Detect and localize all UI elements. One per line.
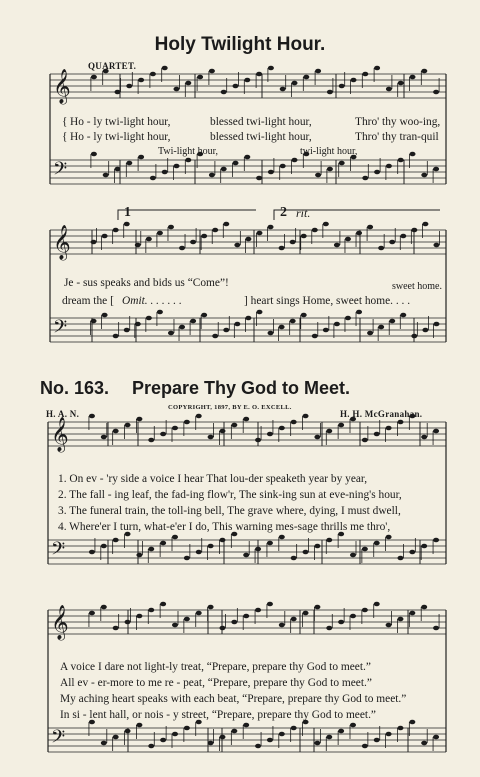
note-head <box>113 429 119 434</box>
note-head <box>290 240 296 245</box>
note-head <box>315 173 321 178</box>
note-head <box>102 313 108 318</box>
lyric-line: { <box>62 131 68 143</box>
refrain-line: A voice I dare not light-ly treat, “Prepare, prepare thy God to meet.” <box>60 661 371 673</box>
note-head <box>411 228 417 233</box>
note-head <box>138 78 144 83</box>
note-head <box>89 611 95 616</box>
note-head <box>101 605 107 610</box>
hymn-title: Holy Twilight Hour. <box>154 34 326 55</box>
note-head <box>267 541 273 546</box>
note-head <box>160 432 166 437</box>
note-head <box>362 176 368 181</box>
verse-line: 3. The funeral train, the toll-ing bell, The grave where, dying, I must dwell, <box>58 505 401 517</box>
note-head <box>174 164 180 169</box>
treble-clef-icon: 𝄞 <box>51 417 69 452</box>
note-head <box>168 331 174 336</box>
treble-clef-icon: 𝄞 <box>51 605 69 640</box>
ending-marker: 2 <box>280 205 287 220</box>
note-head <box>422 328 428 333</box>
note-head <box>136 417 142 422</box>
bass-clef-icon: 𝄢 <box>53 317 68 342</box>
note-head <box>314 605 320 610</box>
note-head <box>367 225 373 230</box>
note-head <box>312 334 318 339</box>
note-head <box>256 176 262 181</box>
note-head <box>255 744 261 749</box>
note-head <box>172 623 178 628</box>
note-head <box>209 69 215 74</box>
note-head <box>135 243 141 248</box>
note-head <box>338 729 344 734</box>
bass-clef-icon: 𝄢 <box>53 159 68 184</box>
note-head <box>351 78 357 83</box>
note-head <box>124 222 130 227</box>
note-head <box>223 328 229 333</box>
note-head <box>410 152 416 157</box>
note-head <box>255 438 261 443</box>
note-head <box>374 541 380 546</box>
note-head <box>160 602 166 607</box>
note-head <box>115 167 121 172</box>
note-head <box>279 535 285 540</box>
note-head <box>323 328 329 333</box>
note-head <box>267 432 273 437</box>
note-head <box>338 423 344 428</box>
verse-line: 2. The fall - ing leaf, the fad-ing flow'r, The sink-ing sun at eve-ning's hour, <box>58 489 402 501</box>
note-head <box>362 438 368 443</box>
note-head <box>208 544 214 549</box>
note-head <box>115 90 121 95</box>
note-head <box>113 626 119 631</box>
note-head <box>212 334 218 339</box>
note-head <box>243 723 249 728</box>
note-head <box>268 66 274 71</box>
note-head <box>148 547 154 552</box>
note-head <box>223 222 229 227</box>
note-head <box>421 173 427 178</box>
ending-bracket <box>118 210 256 220</box>
lyric-line: dream the [ <box>62 295 114 307</box>
note-head <box>374 738 380 743</box>
note-head <box>233 84 239 89</box>
note-head <box>208 741 214 746</box>
note-head <box>291 556 297 561</box>
note-head <box>326 429 332 434</box>
note-head <box>125 729 131 734</box>
note-head <box>292 158 298 163</box>
part-label: QUARTET. <box>88 61 137 71</box>
note-head <box>421 435 427 440</box>
note-head <box>433 167 439 172</box>
echo-lyric: sweet home. <box>392 281 442 292</box>
note-head <box>234 243 240 248</box>
note-head <box>334 322 340 327</box>
echo-lyric: twi-light hour, <box>300 146 358 157</box>
note-head <box>219 538 225 543</box>
note-head <box>190 319 196 324</box>
note-head <box>221 90 227 95</box>
note-head <box>113 334 119 339</box>
note-head <box>303 550 309 555</box>
note-head <box>174 87 180 92</box>
note-head <box>345 237 351 242</box>
note-head <box>279 426 285 431</box>
verse-line: 1. On ev - 'ry side a voice I hear That lou-der speaketh year by year, <box>58 473 368 485</box>
note-head <box>89 550 95 555</box>
note-head <box>172 535 178 540</box>
treble-clef-icon: 𝄞 <box>53 69 71 104</box>
note-head <box>433 243 439 248</box>
note-head <box>136 723 142 728</box>
note-head <box>280 87 286 92</box>
note-head <box>327 90 333 95</box>
note-head <box>290 319 296 324</box>
note-head <box>268 331 274 336</box>
ending-marker: 1 <box>124 205 131 220</box>
note-head <box>101 544 107 549</box>
note-head <box>243 614 249 619</box>
note-head <box>301 313 307 318</box>
note-head <box>243 417 249 422</box>
note-head <box>196 550 202 555</box>
note-head <box>168 225 174 230</box>
note-head <box>362 547 368 552</box>
note-head <box>279 623 285 628</box>
note-head <box>362 744 368 749</box>
note-head <box>135 322 141 327</box>
verse-line: 4. Where'er I turn, what-e'er I do, This warning mes-sage thrills me thro', <box>58 521 391 533</box>
note-head <box>231 423 237 428</box>
note-head <box>126 161 132 166</box>
note-head <box>243 553 249 558</box>
note-head <box>292 81 298 86</box>
note-head <box>312 228 318 233</box>
note-head <box>279 246 285 251</box>
note-head <box>303 611 309 616</box>
lyric-line: ] heart sings Home, sweet home. . . . <box>244 295 411 307</box>
lyric-line: blessed twi-light hour, <box>210 116 312 128</box>
note-head <box>113 228 119 233</box>
note-head <box>291 420 297 425</box>
note-head <box>350 614 356 619</box>
note-head <box>157 231 163 236</box>
note-head <box>184 420 190 425</box>
note-head <box>233 161 239 166</box>
note-head <box>160 541 166 546</box>
author-right: H. H. McGranahan. <box>340 409 423 419</box>
note-head <box>314 741 320 746</box>
note-head <box>256 310 262 315</box>
note-head <box>400 313 406 318</box>
omit-marking: Omit. . . . . . . <box>122 295 182 307</box>
note-head <box>146 316 152 321</box>
note-head <box>327 167 333 172</box>
note-head <box>162 170 168 175</box>
note-head <box>367 331 373 336</box>
note-head <box>421 544 427 549</box>
note-head <box>150 72 156 77</box>
note-head <box>172 426 178 431</box>
note-head <box>231 729 237 734</box>
note-head <box>350 553 356 558</box>
note-head <box>190 240 196 245</box>
lyric-line: Ho - ly twi-light hour, <box>70 131 171 143</box>
note-head <box>326 538 332 543</box>
note-head <box>397 420 403 425</box>
note-head <box>219 735 225 740</box>
note-head <box>334 243 340 248</box>
note-head <box>208 435 214 440</box>
note-head <box>362 608 368 613</box>
note-head <box>433 626 439 631</box>
note-head <box>160 738 166 743</box>
note-head <box>196 611 202 616</box>
note-head <box>279 325 285 330</box>
note-head <box>422 222 428 227</box>
note-head <box>244 78 250 83</box>
hymn-number: No. 163. <box>40 378 110 398</box>
note-head <box>339 84 345 89</box>
note-head <box>125 620 131 625</box>
note-head <box>386 426 392 431</box>
note-head <box>303 75 309 80</box>
note-head <box>136 614 142 619</box>
note-head <box>268 170 274 175</box>
note-head <box>326 626 332 631</box>
note-head <box>201 234 207 239</box>
note-head <box>421 69 427 74</box>
lyric-line: Thro' thy tran-quil <box>355 131 439 143</box>
refrain-line: In si - lent hall, or nois - y street, “Prepare, prepare thy God to meet.” <box>60 709 376 721</box>
note-head <box>196 414 202 419</box>
note-head <box>245 237 251 242</box>
note-head <box>433 90 439 95</box>
note-head <box>433 538 439 543</box>
note-head <box>212 228 218 233</box>
note-head <box>150 176 156 181</box>
note-head <box>345 316 351 321</box>
note-head <box>386 623 392 628</box>
note-head <box>103 173 109 178</box>
note-head <box>125 423 131 428</box>
refrain-line: My aching heart speaks with each beat, “Prepare, prepare thy God to meet.” <box>60 693 407 705</box>
note-head <box>231 620 237 625</box>
copyright: COPYRIGHT, 1897, BY E. O. EXCELL. <box>168 404 292 411</box>
note-head <box>172 732 178 737</box>
note-head <box>386 164 392 169</box>
note-head <box>338 620 344 625</box>
note-head <box>389 319 395 324</box>
note-head <box>91 240 97 245</box>
treble-clef-icon: 𝄞 <box>53 225 71 260</box>
note-head <box>374 170 380 175</box>
note-head <box>179 325 185 330</box>
refrain-line: All ev - er-more to me re - peat, “Prepare, prepare thy God to meet.” <box>60 677 372 689</box>
note-head <box>411 334 417 339</box>
note-head <box>197 75 203 80</box>
note-head <box>280 164 286 169</box>
lyric-line: { <box>62 116 68 128</box>
note-head <box>268 225 274 230</box>
note-head <box>89 414 95 419</box>
note-head <box>201 313 207 318</box>
note-head <box>362 72 368 77</box>
note-head <box>397 726 403 731</box>
note-head <box>209 173 215 178</box>
lyric-line: Je - sus speaks and bids us “Come”! <box>64 277 229 289</box>
note-head <box>124 328 130 333</box>
bass-clef-icon: 𝄢 <box>51 727 66 752</box>
note-head <box>397 556 403 561</box>
note-head <box>356 310 362 315</box>
note-head <box>256 72 262 77</box>
note-head <box>315 69 321 74</box>
note-head <box>386 535 392 540</box>
note-head <box>113 735 119 740</box>
lyric-line: Thro' thy woo-ing, <box>355 116 441 128</box>
note-head <box>374 66 380 71</box>
note-head <box>267 738 273 743</box>
note-head <box>244 155 250 160</box>
note-head <box>389 240 395 245</box>
note-head <box>409 611 415 616</box>
note-head <box>374 602 380 607</box>
note-head <box>184 726 190 731</box>
note-head <box>102 234 108 239</box>
note-head <box>234 322 240 327</box>
note-head <box>279 732 285 737</box>
note-head <box>409 550 415 555</box>
note-head <box>386 732 392 737</box>
note-head <box>397 617 403 622</box>
note-head <box>303 414 309 419</box>
note-head <box>219 429 225 434</box>
note-head <box>323 222 329 227</box>
note-head <box>219 626 225 631</box>
note-head <box>146 237 152 242</box>
note-head <box>378 325 384 330</box>
author-left: H. A. N. <box>46 409 80 419</box>
note-head <box>291 726 297 731</box>
note-head <box>267 602 273 607</box>
note-head <box>185 81 191 86</box>
note-head <box>398 158 404 163</box>
note-head <box>184 556 190 561</box>
note-head <box>101 741 107 746</box>
note-head <box>208 605 214 610</box>
bass-clef-icon: 𝄢 <box>51 539 66 564</box>
note-head <box>91 75 97 80</box>
note-head <box>245 316 251 321</box>
note-head <box>221 167 227 172</box>
note-head <box>386 87 392 92</box>
note-head <box>356 231 362 236</box>
note-head <box>433 429 439 434</box>
note-head <box>148 438 154 443</box>
note-head <box>314 544 320 549</box>
note-head <box>255 608 261 613</box>
note-head <box>339 161 345 166</box>
note-head <box>421 741 427 746</box>
lyric-line: blessed twi-light hour, <box>210 131 312 143</box>
note-head <box>378 246 384 251</box>
note-head <box>185 158 191 163</box>
tempo-marking: rit. <box>296 206 311 220</box>
note-head <box>409 720 415 725</box>
note-head <box>184 617 190 622</box>
hymn-title: Prepare Thy God to Meet. <box>132 378 351 398</box>
note-head <box>410 75 416 80</box>
note-head <box>138 155 144 160</box>
note-head <box>148 608 154 613</box>
note-head <box>256 231 262 236</box>
note-head <box>421 605 427 610</box>
note-head <box>314 435 320 440</box>
note-head <box>398 81 404 86</box>
note-head <box>157 310 163 315</box>
note-head <box>136 553 142 558</box>
note-head <box>126 84 132 89</box>
note-head <box>350 723 356 728</box>
note-head <box>113 538 119 543</box>
note-head <box>91 152 97 157</box>
note-head <box>374 432 380 437</box>
note-head <box>400 234 406 239</box>
note-head <box>91 319 97 324</box>
lyric-line: Ho - ly twi-light hour, <box>70 116 171 128</box>
note-head <box>433 322 439 327</box>
note-head <box>179 246 185 251</box>
note-head <box>101 435 107 440</box>
note-head <box>301 234 307 239</box>
note-head <box>255 547 261 552</box>
note-head <box>433 735 439 740</box>
echo-lyric: Twi-light hour, <box>158 146 219 157</box>
note-head <box>148 744 154 749</box>
note-head <box>326 735 332 740</box>
note-head <box>291 617 297 622</box>
note-head <box>162 66 168 71</box>
